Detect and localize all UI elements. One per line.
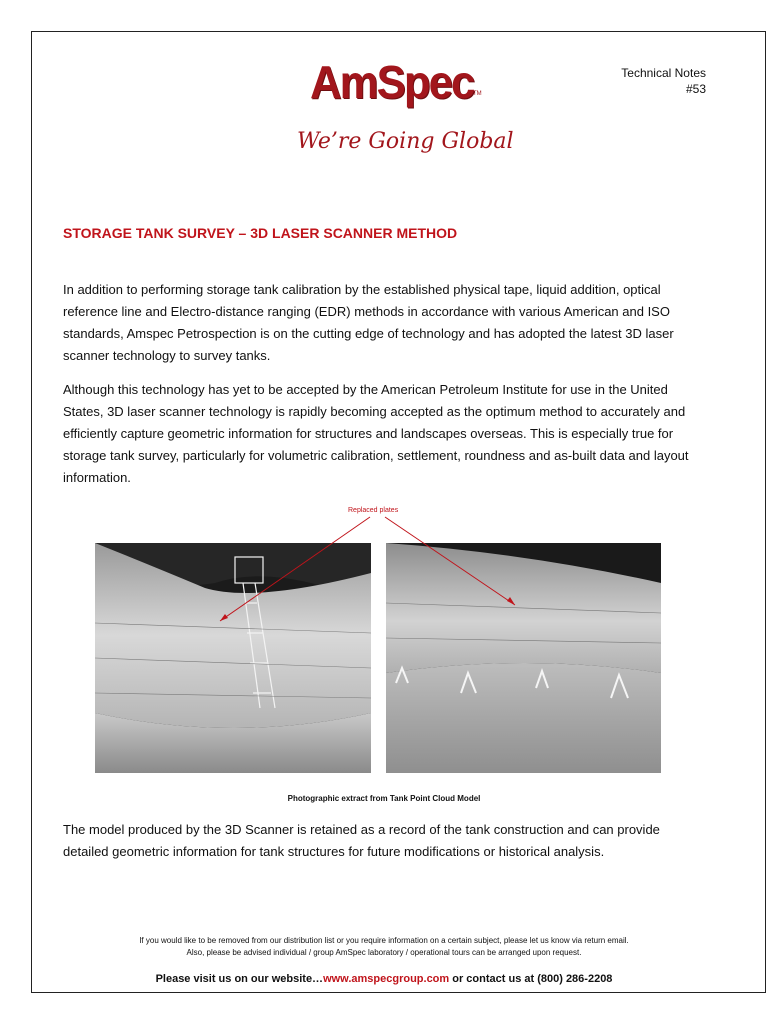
footer-note-line2: Also, please be advised individual / group AmSpec laboratory / operational tours can be arranged upon request. [186,948,582,957]
website-link[interactable]: www.amspecgroup.com [323,973,450,985]
logo-trademark: TM [473,91,482,97]
logo-text: AmSpec [310,56,474,108]
paragraph-model: The model produced by the 3D Scanner is retained as a record of the tank construction and can provide detailed geometric information for tank structures for future modifications or historical analysis. [63,822,660,859]
article-heading: STORAGE TANK SURVEY – 3D LASER SCANNER METHOD [63,225,458,241]
footer-note [40,935,728,959]
tank-scan-image-left [95,543,371,773]
tech-notes-title: Technical Notes [621,66,706,80]
tech-notes-number: #53 [685,82,706,96]
technical-notes-label [621,65,706,97]
amspec-logo [300,55,490,115]
footer-visit-prefix: Please visit us on our website… [155,973,324,985]
figure-caption: Photographic extract from Tank Point Cloud Model [287,794,481,803]
tank-scan-image-right [386,543,661,773]
footer-contact-phone: or contact us at (800) 286-2208 [449,973,613,985]
callout-label: Replaced plates [348,507,399,514]
footer-contact [40,973,728,985]
footer-note-line1: If you would like to be removed from our distribution list or you require information on a certain subject, please let us know via return email. [139,936,629,945]
paragraph-intro: In addition to performing storage tank calibration by the established physical tape, liquid addition, optical reference line and Electro-distance ranging (EDR) methods in accordance with various American and ISO standards, Amspec Petrospection is on the cutting edge of technology and has adopted the latest 3D laser scanner technology to survey tanks. [63,282,674,363]
paragraph-technology: Although this technology has yet to be accepted by the American Petroleum Institute for use in the United States, 3D laser scanner technology is rapidly becoming accepted as the optimum method to accurately and efficiently capture geometric information for structures and landscapes overseas. This is especially true for storage tank survey, particularly for volumetric calibration, settlement, roundness and as-built data and layout information. [63,382,689,485]
tagline: We’re Going Global [297,129,514,154]
tank-point-cloud-figure [95,505,661,775]
